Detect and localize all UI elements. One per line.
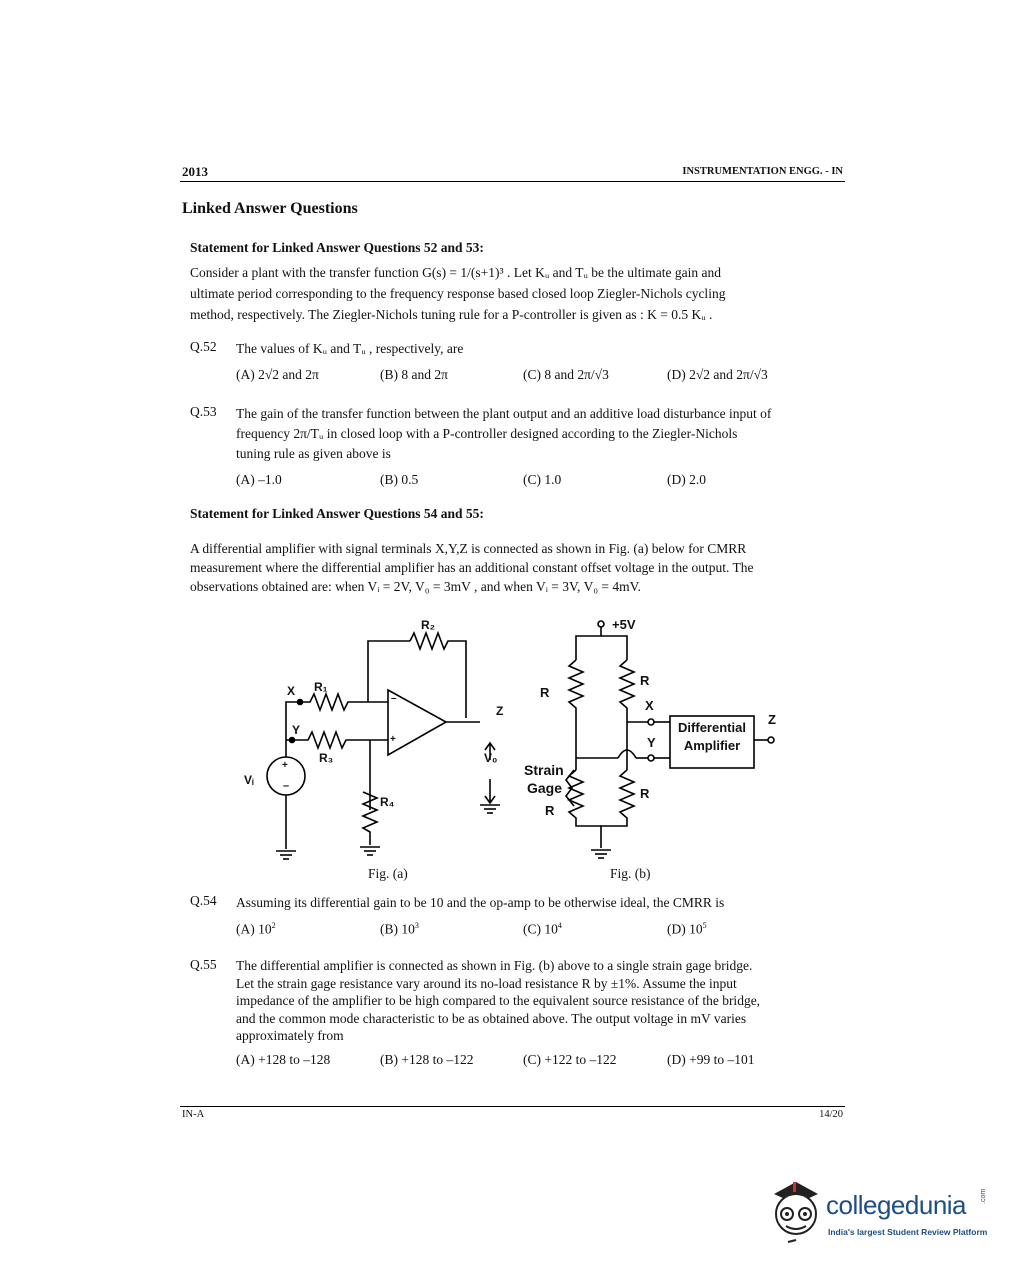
question-text: The values of Kᵤ and Tᵤ , respectively, are <box>236 341 464 356</box>
statement-line: Consider a plant with the transfer function G(s) = 1/(s+1)³ . Let Kᵤ and Tᵤ be the ultimate gain and <box>190 265 721 280</box>
label-r-right-bottom: R <box>640 786 650 801</box>
statement-line: A differential amplifier with signal terminals X,Y,Z is connected as shown in Fig. (a) below for CMRR <box>190 541 747 556</box>
option-a: (A) 2√2 and 2π <box>236 367 319 382</box>
option-b: (B) 0.5 <box>380 472 419 487</box>
label-noninverting: + <box>390 734 396 745</box>
option-b <box>380 921 419 938</box>
question-line: Let the strain gage resistance vary around its no-load resistance R by ±1%. Assume the input <box>236 975 737 991</box>
option-b: (B) +128 to –122 <box>380 1052 474 1067</box>
option-a: (A) +128 to –128 <box>236 1052 331 1067</box>
option-base: (D) 10 <box>667 921 703 937</box>
footer-code: IN-A <box>182 1109 205 1120</box>
amplifier-label-1: Differential <box>678 720 746 735</box>
question-line: The differential amplifier is connected as shown in Fig. (b) above to a single strain gage bridge. <box>236 958 753 973</box>
option-c <box>523 921 562 938</box>
option-d: (D) 2√2 and 2π/√3 <box>667 367 768 382</box>
question-line: impedance of the amplifier to be high compared to the equivalent source resistance of the bridge, <box>236 993 761 1008</box>
logo-tagline: India's largest Student Review Platform <box>828 1227 988 1237</box>
label-r4: R₄ <box>380 795 395 809</box>
section-title: Linked Answer Questions <box>182 200 358 217</box>
label-z-a: Z <box>496 704 504 718</box>
label-vi: Vᵢ <box>244 773 254 787</box>
label-vo: V₀ <box>484 751 498 765</box>
resistor-r2-icon <box>410 633 466 718</box>
option-b: (B) 8 and 2π <box>380 367 448 382</box>
label-r-right-top: R <box>640 673 650 688</box>
option-base: (C) 10 <box>523 921 558 937</box>
label-strain: Strain <box>524 762 564 778</box>
option-c: (C) 8 and 2π/√3 <box>523 367 609 382</box>
amplifier-label-2: Amplifier <box>683 738 741 753</box>
label-plus: + <box>282 760 288 771</box>
statement-line: ultimate period corresponding to the frequency response based closed loop Ziegler-Nichols cycling <box>190 286 726 301</box>
statement-52-53-title: Statement for Linked Answer Questions 52 and 53: <box>190 240 484 255</box>
label-inverting: – <box>391 693 397 704</box>
label-minus: – <box>283 780 290 792</box>
question-line: tuning rule as given above is <box>236 446 391 461</box>
option-base: (A) 10 <box>236 921 272 937</box>
option-a: (A) –1.0 <box>236 472 282 487</box>
question-number: Q.52 <box>190 339 217 354</box>
option-exponent: 3 <box>414 921 419 930</box>
option-exponent: 4 <box>557 921 562 930</box>
option-c: (C) +122 to –122 <box>523 1052 617 1067</box>
question-number: Q.53 <box>190 404 217 419</box>
label-z-b: Z <box>768 712 776 727</box>
label-x-b: X <box>645 698 654 713</box>
option-d <box>667 921 707 938</box>
option-exponent: 5 <box>702 921 707 930</box>
option-c: (C) 1.0 <box>523 472 562 487</box>
question-line: frequency 2π/Tᵤ in closed loop with a P-controller designed according to the Ziegler-Nichols <box>236 426 738 441</box>
mascot-logo-icon <box>766 1176 826 1248</box>
statement-54-55-title: Statement for Linked Answer Questions 54 and 55: <box>190 506 484 521</box>
label-supply: +5V <box>612 617 636 632</box>
question-line: approximately from <box>236 1028 344 1043</box>
figure-a-caption: Fig. (a) <box>368 866 408 881</box>
question-line: The gain of the transfer function between the plant output and an additive load disturbance input of <box>236 406 772 421</box>
label-strain-r: R <box>545 803 555 818</box>
statement-line: observations obtained are: when Vᵢ = 2V, V₀ = 3mV , and when Vᵢ = 3V, V₀ = 4mV. <box>190 579 642 594</box>
option-exponent: 2 <box>271 921 276 930</box>
logo-dotcom: .com <box>980 1188 987 1204</box>
logo-wordmark: collegedunia <box>826 1190 967 1220</box>
label-y: Y <box>292 723 301 737</box>
label-r1: R₁ <box>314 680 328 694</box>
question-text <box>236 957 833 1045</box>
resistor-r3-icon <box>292 732 370 748</box>
label-x: X <box>287 684 296 698</box>
figure-b-caption: Fig. (b) <box>610 866 651 881</box>
resistor-left-top-icon <box>569 660 583 758</box>
label-r-left: R <box>540 685 550 700</box>
option-base: (B) 10 <box>380 921 415 937</box>
question-number: Q.54 <box>190 893 217 908</box>
statement-line: method, respectively. The Ziegler-Nichols tuning rule for a P-controller is given as : K = 0.5 Kᵤ . <box>190 307 713 322</box>
header-year: 2013 <box>182 164 208 179</box>
header-paper: INSTRUMENTATION ENGG. - IN <box>682 166 843 177</box>
footer-page: 14/20 <box>819 1109 843 1120</box>
label-r2: R₂ <box>421 618 435 632</box>
resistor-right-top-icon <box>620 660 634 722</box>
resistor-right-bottom-icon <box>601 770 634 848</box>
resistor-r1-icon <box>300 694 368 710</box>
label-r3: R₃ <box>319 751 334 765</box>
label-y-b: Y <box>647 735 656 750</box>
option-d: (D) +99 to –101 <box>667 1052 755 1067</box>
label-gage: Gage <box>527 780 563 796</box>
strain-gage-icon <box>569 770 601 826</box>
option-a <box>236 921 276 938</box>
footer-rule <box>180 1106 845 1107</box>
question-line: and the common mode characteristic to be as obtained above. The output voltage in mV varies <box>236 1010 747 1026</box>
question-text: Assuming its differential gain to be 10 and the op-amp to be otherwise ideal, the CMRR is <box>236 895 725 910</box>
statement-line: measurement where the differential amplifier has an additional constant offset voltage in the output. The <box>190 560 754 575</box>
question-number: Q.55 <box>190 957 217 972</box>
option-d: (D) 2.0 <box>667 472 706 487</box>
